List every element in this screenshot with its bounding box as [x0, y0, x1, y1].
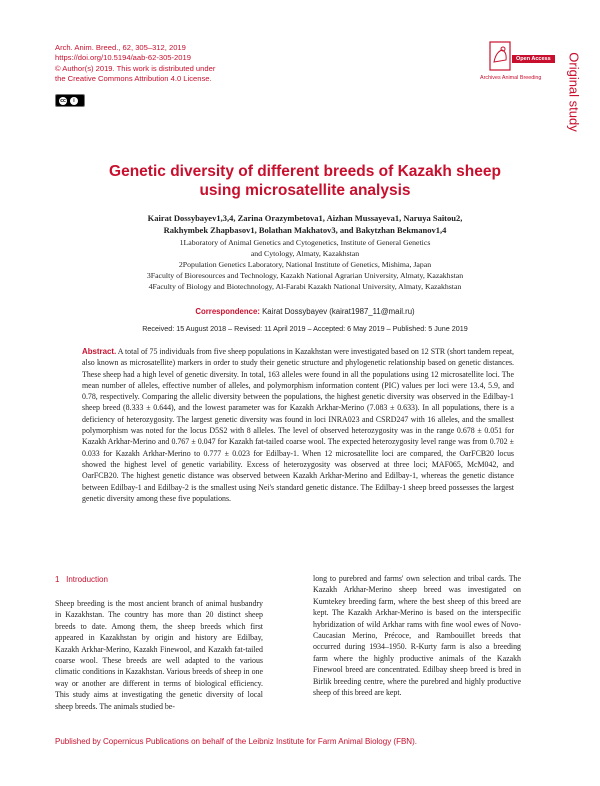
open-access-badge: Open Access [512, 55, 555, 63]
publisher-footer: Published by Copernicus Publications on behalf of the Leibniz Institute for Farm Animal Biology (FBN). [55, 737, 417, 746]
authors-line-2: Rakhymbek Zhapbasov1, Bolathan Makhatov3, and Bakytzhan Bekmanov1,4 [163, 225, 447, 235]
affiliation-1a: 1Laboratory of Animal Genetics and Cytogenetics, Institute of General Genetics [179, 238, 431, 247]
body-column-right: long to purebred and farms' own selection and tribal cards. The Kazakh Arkhar-Merino sheep breed was investigated on Kumtekey breeding farm, where the best sheep of this breed are kept. The Kazakh Arkhar-Merino is based on the interspecific hybridization of wild Arkhar rams with fine wool ewes of Novo-Caucasian Merino, Précoce, and Rambouillet breeds that occurred during 1934–1950. R-Kurty farm is also a breeding farm where the highly productive animals of the Kazakh Finewool breed are concentrated. Edilbay sheep breed is bred in Birlik breeding centre, where the purebred and highly productive sheep of this breed are kept. [313, 574, 521, 698]
copyright-line: © Author(s) 2019. This work is distributed under [55, 63, 216, 73]
journal-name: Archives Animal Breeding [480, 75, 542, 81]
correspondence [60, 307, 550, 316]
journal-header [55, 43, 315, 85]
journal-citation: Arch. Anim. Breed., 62, 305–312, 2019 [55, 43, 186, 52]
publication-dates: Received: 15 August 2018 – Revised: 11 April 2019 – Accepted: 6 May 2019 – Published: 5 June 2019 [142, 324, 468, 333]
abstract-text: A total of 75 individuals from five sheep populations in Kazakhstan were investigated based on 12 STR (short tandem repeat, also known as microsatellite) markers in order to study their genetic structure and phylogenetic relationship based on genetic distances. These sheep had a high level of genetic diversity. In total, 163 alleles were found in all the populations using 12 microsatellite loci. The mean number of alleles, effective number of alleles, and polymorphism information content (PIC) values per loci were 13.4, 5.9, and 0.78, respectively. Comparing the allelic diversity between the populations, the highest genetic diversity was observed in the Edilbay-1 sheep breed (8.333 ± 0.644), and the lowest parameter was for Kazakh Arkhar-Merino (7.083 ± 0.633). In all populations, there is a deficiency of heterozygosity. The largest genetic diversity was found in loci INRA023 and CSRD247 with 16 alleles, and the smallest polymorphism was noted for the locus D5S2 with 8 alleles. The level of observed heterozygosity was in the range 0.678 ± 0.051 for Kazakh Arkhar-Merino and 0.767 ± 0.047 for Kazakh fat-tailed coarse wool. The expected heterozygosity level range was from 0.702 ± 0.033 for Kazakh Arkhar-Merino to 0.777 ± 0.023 for Edilbay-1. When 12 microsatellite loci are compared, the OarFCB20 locus showed the highest level of genetic variability. Excess of heterozygosity was observed at three loci; MAF065, McM042, and OarFCB20. The highest genetic distance was observed between Kazakh Arkhar-Merino and Edilbay-1, whereas the genetic distance between Edilbay-1 and Edilbay-2 is the smallest using Nei's standard genetic distance. The Edilbay-1 sheep breed possesses the largest genetic diversity among these five populations. [82, 347, 514, 503]
abstract-label: Abstract. [82, 347, 117, 356]
article-type-label [560, 42, 590, 142]
creative-commons-by-icon[interactable]: cc i [55, 94, 85, 107]
license-link[interactable]: the Creative Commons Attribution 4.0 License. [55, 74, 212, 84]
title-line-2: using microsatellite analysis [199, 182, 411, 199]
title-line-1: Genetic diversity of different breeds of Kazakh sheep [109, 163, 501, 180]
affiliation-3: 3Faculty of Bioresources and Technology, Kazakh National Agrarian University, Almaty, Kazakhstan [146, 271, 464, 280]
affiliation-4: 4Faculty of Biology and Biotechnology, Al-Farabi Kazakh National University, Almaty, Kazakhstan [148, 282, 462, 291]
section-heading [55, 575, 108, 584]
doi-link[interactable]: https://doi.org/10.5194/aab-62-305-2019 [55, 53, 191, 63]
paper-title [60, 162, 550, 200]
side-label-text: Original study [566, 52, 582, 132]
author-list [60, 212, 550, 236]
authors-line-1: Kairat Dossybayev1,3,4, Zarina Orazymbetova1, Aizhan Mussayeva1, Naruya Saitou2, [147, 213, 463, 223]
affiliations [90, 237, 520, 292]
section-title: Introduction [66, 575, 108, 584]
affiliation-2: 2Population Genetics Laboratory, National Institute of Genetics, Mishima, Japan [178, 260, 432, 269]
sheep-logo-icon [488, 40, 512, 72]
body-column-left: Sheep breeding is the most ancient branch of animal husbandry in Kazakhstan. The country has more than 20 distinct sheep breeds to date. Among them, the sheep breeds which first appeared in Kazakhstan by origin and history are Edilbay, Kazakh Arkhar-Merino, Kazakh Finewool, and Kazakh fat-tailed coarse wool. These breeds are well adapted to the various climatic conditions in Kazakhstan. Various breeds of sheep in one way or another are different in terms of biological efficiency. This study aims at investigating the genetic diversity of local sheep breeds. The animals studied be- [55, 599, 263, 711]
affiliation-1b: and Cytology, Almaty, Kazakhstan [250, 249, 360, 258]
abstract [82, 346, 514, 504]
correspondence-label: Correspondence: [195, 307, 260, 316]
section-number: 1 [55, 575, 60, 584]
correspondence-text[interactable]: Kairat Dossybayev (kairat1987_11@mail.ru) [262, 307, 415, 316]
